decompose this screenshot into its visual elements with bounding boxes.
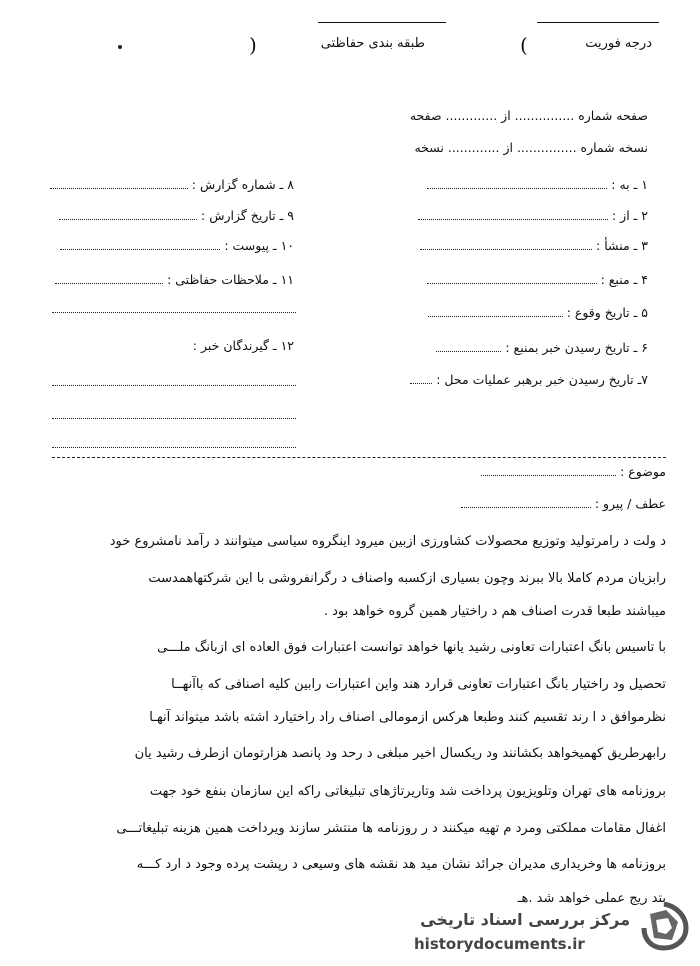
field-security-notes-dots [55,273,163,284]
body-line-7: رابهرطریق کهمیخواهد بکشانند ود ریکسال اخیر مبلغی د رحد ود پانصد هزارتومان ازطرف رشید یان [134,746,666,761]
field-attachment-label: ۱۰ ـ پیوست : [224,238,294,253]
recipients-line-1 [52,385,296,386]
field-source [427,272,648,287]
field-from-dots [418,209,608,220]
field-source-label: ۴ ـ منبع : [600,272,648,287]
field-security-notes [55,272,294,287]
field-occurrence-date-label: ۵ ـ تاریخ وقوع : [566,305,648,320]
subject-dots [481,465,616,476]
field-news-to-leader-date-label: ۷ـ تاریخ رسیدن خبر برهبر عملیات محل : [436,372,648,387]
field-attachment-dots [60,239,220,250]
section-divider [52,457,666,458]
body-line-10: بروزنامه ها وخریداری مدیران جرائد نشان مید هد نقشه های وسیعی د رپشت پرده وجود د ارد کـــه [136,857,666,872]
field-occurrence-date [428,305,648,320]
body-line-11: بتد ریج عملی خواهد شد .هـ [517,891,666,906]
archive-emblem-icon [638,900,690,952]
field-origin-label: ۳ ـ منشأ : [596,238,648,253]
watermark-name: مرکز بررسی اسناد تاریخی [420,910,630,929]
field-to-dots [427,178,607,189]
field-news-to-source-date [436,340,648,355]
watermark-url: historydocuments.ir [414,935,585,953]
body-line-5: تحصیل ود راختیار بانگ اعتبارات تعاونی قرارد هند واین اعتبارات رابین کلیه اصنافی که باآنهــا [171,677,666,692]
field-report-date-label: ۹ ـ تاریخ گزارش : [201,208,294,223]
field-origin-dots [420,239,592,250]
field-news-to-source-date-label: ۶ ـ تاریخ رسیدن خبر بمنبع : [505,340,648,355]
body-line-9: اغفال مقامات مملکتی ومرد م تهیه میکنند د ر روزنامه ها منتشر سازند ویرداخت همین هزینه تبلیغاتـــی [116,821,666,836]
field-news-to-leader-date-dots [410,373,432,384]
field-attachment [60,238,294,253]
field-occurrence-date-dots [428,306,563,317]
body-line-8: بروزنامه های تهران وتلویزیون پرداخت شد وتاریرتاژهای تبلیغاتی راکه این سازمان بنفع خود جهت [149,784,666,799]
recipients-line-2 [52,418,296,419]
reference-label: عطف / پیرو : [594,496,666,511]
field-report-date-dots [59,209,197,220]
watermark-logo [638,900,690,952]
classification-top-line [318,22,446,23]
field-source-dots [427,273,597,284]
page-number-line: صفحه شماره ............... از ............. صفحه [409,108,648,123]
classification-parenthesis: ) [249,33,257,57]
punch-mark [118,45,122,49]
body-line-2: رابزیان مردم کاملا بالا ببرند وچون بسیاری ازکسبه واصناف د رگرانفروشی با این شرکتهاهمدست [148,571,666,586]
field-news-to-leader-date [410,372,648,387]
field-to-label: ۱ ـ به : [611,177,648,192]
field-origin [420,238,648,253]
copy-number-line: نسخه شماره ............... از ............. نسخه [414,140,648,155]
urgency-top-line [537,22,659,23]
reference-field [461,496,666,511]
field-security-notes-label: ۱۱ ـ ملاحظات حفاظتی : [167,272,294,287]
urgency-label: درجه فوریت [585,36,652,51]
body-line-6: نظرموافق د ا رند تقسیم کنند وطبعا هرکس ازمومالی اصناف راد راختیارد اشته باشد میتواند آنهـا [149,710,666,725]
body-line-1: د ولت د رامرتولید وتوزیع محصولات کشاورزی ازبین میرود اینگروه سیاسی میتوانند د رآمد نامشروع خود [109,534,666,549]
field-from [418,208,648,223]
field-report-date [59,208,294,223]
field-news-to-source-date-dots [436,341,501,352]
body-line-3: میباشند طبعا قدرت اصناف هم د راختیار همین گروه خواهد بود . [323,604,666,619]
recipients-line-3 [52,447,296,448]
field-from-label: ۲ ـ از : [611,208,648,223]
field-report-number [50,177,294,192]
classification-label: طبقه بندی حفاظتی [320,36,425,51]
reference-dots [461,497,591,508]
subject-field [481,464,666,479]
field-to [427,177,648,192]
field-recipients-label: ۱۲ ـ گیرندگان خبر : [192,338,294,353]
urgency-parenthesis: ( [520,33,528,57]
subject-label: موضوع : [620,464,666,479]
body-line-4: با تاسیس بانگ اعتبارات تعاونی رشید یانها خواهد توانست اعتبارات فوق العاده ای ازبانگ ملـــی [157,640,666,655]
field-report-number-dots [50,178,188,189]
security-notes-extra-line [52,312,296,313]
field-report-number-label: ۸ ـ شماره گزارش : [191,177,294,192]
